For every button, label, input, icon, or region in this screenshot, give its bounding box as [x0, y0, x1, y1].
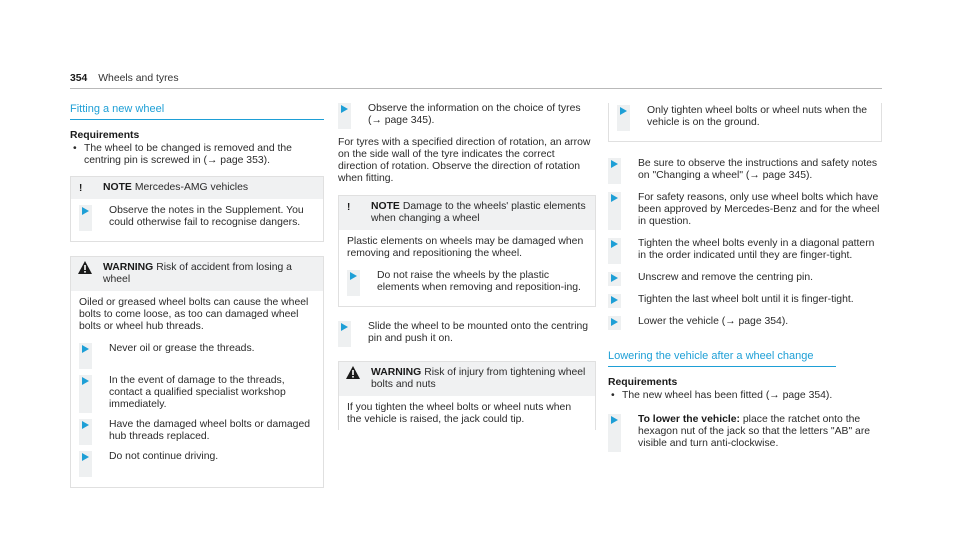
warning-keyword: WARNING [371, 367, 422, 378]
warning-keyword: WARNING [103, 262, 154, 273]
arrow-right-icon [82, 453, 89, 461]
note-step: Observe the notes in the Supplement. You could otherwise fail to recognise dangers. [79, 205, 315, 229]
instruction-step: Slide the wheel to be mounted onto the centring pin and push it on. [338, 321, 596, 345]
column-2 [338, 103, 596, 444]
arrow-right-icon [611, 194, 618, 202]
warning-body: If you tighten the wheel bolts or wheel nuts when the vehicle is raised, the jack could tip. [347, 402, 572, 425]
warning-triangle-icon [78, 261, 92, 274]
warning-box-continued [608, 103, 882, 142]
step-keyword: To lower the vehicle: [638, 414, 741, 425]
arrow-right-icon [611, 296, 618, 304]
arrow-right-icon [341, 105, 348, 113]
section-title-fitting: Fitting a new wheel [70, 103, 324, 120]
arrow-right-icon [611, 416, 618, 424]
arrow-right-icon [82, 345, 89, 353]
note-body: Plastic elements on wheels may be damaged when removing and repositioning the wheel. [347, 236, 584, 259]
warning-text: Risk of accident from losing a wheel [103, 262, 292, 285]
arrow-right-icon [82, 207, 89, 215]
header-divider [70, 88, 882, 89]
warning-step: Only tighten wheel bolts or wheel nuts when the vehicle is on the ground. [617, 105, 873, 129]
page-header [70, 73, 179, 85]
note-box-plastic [338, 195, 596, 307]
instruction-step: Unscrew and remove the centring pin. [608, 272, 882, 284]
warning-header [339, 362, 595, 396]
note-box-amg [70, 176, 324, 242]
requirement-item: • The new wheel has been fitted (→ page 354). [611, 390, 833, 401]
arrow-right-icon [611, 240, 618, 248]
warning-step: Have the damaged wheel bolts or damaged hub threads replaced. [79, 419, 315, 443]
requirements-heading: Requirements [608, 377, 678, 388]
warning-triangle-icon [346, 366, 360, 379]
warning-body: Oiled or greased wheel bolts can cause the wheel bolts to come loose, as too can damaged wheel bolts or wheel hub threads. [79, 297, 309, 332]
arrow-right-icon [82, 421, 89, 429]
instruction-step: Lower the vehicle (→ page 354). [608, 316, 882, 328]
arrow-right-icon [82, 377, 89, 385]
bullet-icon: • [73, 143, 77, 154]
header-title: Wheels and tyres [98, 73, 179, 84]
warning-header [71, 257, 323, 291]
note-text: Mercedes-AMG vehicles [134, 182, 249, 193]
warning-box-wheel [70, 256, 324, 488]
note-header [71, 177, 323, 199]
instruction-step: Tighten the wheel bolts evenly in a diagonal pattern in the order indicated until they are finger-tight. [608, 238, 882, 262]
note-text: Damage to the wheels' plastic elements when changing a wheel [371, 201, 586, 224]
bullet-icon: • [611, 390, 615, 401]
arrow-right-icon [620, 107, 627, 115]
rotation-paragraph: For tyres with a specified direction of rotation, an arrow on the side wall of the tyre indicates the correct direction of rotation. Observe the direction of rotation when fitting. [338, 137, 591, 184]
instruction-step: Tighten the last wheel bolt until it is finger-tight. [608, 294, 882, 306]
instruction-step: To lower the vehicle: place the ratchet onto the hexagon nut of the jack so that the letters "AB" are visible and turn anti-clockwise. [608, 414, 882, 450]
section-title-lowering: Lowering the vehicle after a wheel change [608, 350, 836, 367]
arrow-right-icon [350, 272, 357, 280]
column-3 [608, 103, 882, 460]
instruction-step: Observe the information on the choice of tyres (→ page 345). [338, 103, 596, 127]
exclamation-icon: ! [79, 183, 83, 194]
warning-step: Never oil or grease the threads. [79, 343, 315, 367]
page-number: 354 [70, 73, 88, 84]
note-keyword: NOTE [103, 182, 132, 193]
exclamation-icon: ! [347, 202, 351, 213]
requirements-heading: Requirements [70, 130, 140, 141]
arrow-right-icon [611, 160, 618, 168]
note-header [339, 196, 595, 230]
arrow-right-icon [611, 274, 618, 282]
instruction-step: For safety reasons, only use wheel bolts which have been approved by Mercedes-Benz and for the wheel in question. [608, 192, 882, 228]
note-step: Do not raise the wheels by the plastic elements when removing and reposition-ing. [347, 270, 587, 294]
instruction-step: Be sure to observe the instructions and safety notes on "Changing a wheel" (→ page 345). [608, 158, 882, 182]
warning-step: In the event of damage to the threads, contact a qualified specialist workshop immediately. [79, 375, 315, 411]
warning-box-tightening [338, 361, 596, 430]
warning-step: Do not continue driving. [79, 451, 315, 475]
arrow-right-icon [341, 323, 348, 331]
note-keyword: NOTE [371, 201, 400, 212]
warning-text: Risk of injury from tightening wheel bolts and nuts [371, 367, 586, 390]
requirement-item: • The wheel to be changed is removed and the centring pin is screwed in (→ page 353). [73, 143, 292, 166]
arrow-right-icon [611, 318, 618, 326]
column-1 [70, 103, 324, 502]
